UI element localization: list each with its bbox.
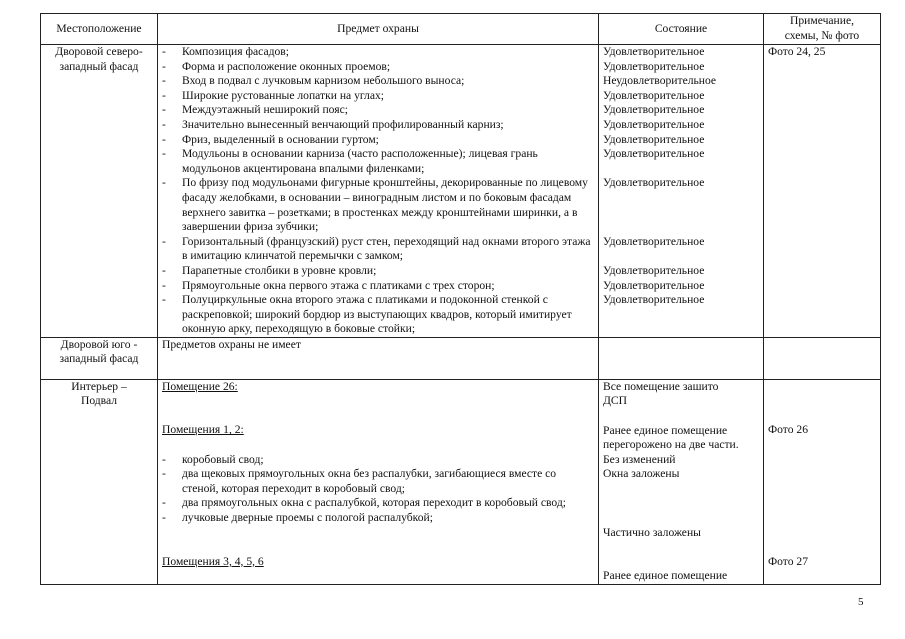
item-text: Горизонтальный (французский) руст стен, переходящий над окнами второго этажа в имитацию клинчатой перемычки с замком; xyxy=(182,234,591,263)
condition-value: Удовлетворительное xyxy=(603,103,705,117)
item-text: По фризу под модульонами фигурные кронштейны, декорированные по лицевому фасаду желобками, в основании – виноградным листом и по боковым фасадам верхнего завитка – розетками; в простенках между кронштейнами ширинки, а в завершении фриза зубчики; xyxy=(182,176,588,234)
condition-value: Удовлетворительное xyxy=(603,147,705,161)
spacer xyxy=(768,380,876,409)
list-item xyxy=(162,235,594,264)
item-text: Прямоугольные окна первого этажа с платиками с трех сторон; xyxy=(182,278,495,292)
bullet-dash: - xyxy=(162,147,166,161)
item-text: Полуциркульные окна второго этажа с платиками и подоконной стенкой с раскреповкой; широкий бордюр из выступающих квадров, который имитирует оконную арку, переходящую в боковые стойки; xyxy=(182,293,572,336)
condition-value: Окна заложены xyxy=(603,467,680,481)
spacer xyxy=(603,409,759,424)
bullet-dash: - xyxy=(162,45,166,58)
list-item xyxy=(162,176,594,234)
condition-value: Ранее единое помещение xyxy=(603,423,728,437)
item-text: Фриз, выделенный в основании гуртом; xyxy=(182,132,379,146)
bullet-dash: - xyxy=(162,278,166,292)
header-note-line2: схемы, № фото xyxy=(784,29,860,42)
spacer xyxy=(603,220,759,235)
item-text: два щековых прямоугольных окна без распалубки, загибающиеся вместе со стеной, которая переходит в коробовый свод; xyxy=(182,467,557,495)
note-cell: Фото 24, 25 xyxy=(764,45,881,338)
table-row xyxy=(41,337,881,379)
note-cell xyxy=(764,379,881,584)
note-cell xyxy=(764,337,881,379)
spacer xyxy=(162,438,594,453)
condition-value: Без изменений xyxy=(603,452,676,466)
condition-value: Удовлетворительное xyxy=(603,278,705,292)
condition-value: Удовлетворительное xyxy=(603,132,705,146)
location-line2: Подвал xyxy=(80,394,118,408)
list-item xyxy=(162,118,594,133)
condition-value: Все помещение зашито xyxy=(603,379,719,393)
list-item xyxy=(162,74,594,89)
condition-value: Неудовлетворительное xyxy=(603,74,717,88)
condition-value: Удовлетворительное xyxy=(603,176,705,190)
condition-value: Удовлетворительное xyxy=(603,263,705,277)
item-text: Значительно вынесенный венчающий профилированный карниз; xyxy=(182,117,504,131)
bullet-dash: - xyxy=(162,511,166,525)
list-item xyxy=(162,133,594,148)
spacer xyxy=(603,206,759,221)
list-item xyxy=(162,147,594,176)
subject-cell: Предметов охраны не имеет xyxy=(158,337,599,379)
condition-value: Удовлетворительное xyxy=(603,59,705,73)
subject-cell xyxy=(158,379,599,584)
spacer xyxy=(162,526,594,555)
room-heading: Помещения 1, 2: xyxy=(162,423,244,437)
bullet-dash: - xyxy=(162,176,166,190)
spacer xyxy=(603,540,759,569)
page-number: 5 xyxy=(858,596,864,608)
condition-value: Удовлетворительное xyxy=(603,293,705,307)
spacer xyxy=(603,249,759,264)
subject-cell xyxy=(158,45,599,338)
item-text: Форма и расположение оконных проемов; xyxy=(182,59,391,73)
spacer xyxy=(768,438,876,555)
bullet-dash: - xyxy=(162,496,166,510)
bullet-dash: - xyxy=(162,293,166,307)
condition-value: Частично заложены xyxy=(603,525,701,539)
location-cell: Дворовой юго - западный фасад xyxy=(41,337,158,379)
condition-value: Удовлетворительное xyxy=(603,234,705,248)
condition-value: ДСП xyxy=(603,394,628,408)
location-cell xyxy=(41,379,158,584)
item-text: Парапетные столбики в уровне кровли; xyxy=(182,263,377,277)
header-note-line1: Примечание, xyxy=(790,14,854,28)
condition-value: перегорожено на две части. xyxy=(603,438,739,452)
list-item xyxy=(162,511,594,526)
spacer xyxy=(162,394,594,423)
header-note xyxy=(764,14,881,45)
list-item xyxy=(162,60,594,75)
condition-cell xyxy=(599,45,764,338)
item-text: коробовый свод; xyxy=(182,452,264,466)
item-text: Широкие рустованные лопатки на углах; xyxy=(182,88,384,102)
item-text: два прямоугольных окна с распалубкой, которая переходит в коробовый свод; xyxy=(182,496,566,510)
list-item xyxy=(162,496,594,511)
condition-cell xyxy=(599,379,764,584)
location-line1: Интерьер – xyxy=(71,379,127,393)
table-header-row xyxy=(41,14,881,45)
condition-value: Удовлетворительное xyxy=(603,45,705,58)
spacer xyxy=(603,497,759,512)
list-item xyxy=(162,45,594,60)
photo-ref: Фото 26 xyxy=(768,423,809,437)
spacer xyxy=(603,482,759,497)
list-item xyxy=(162,264,594,279)
spacer xyxy=(603,162,759,177)
bullet-dash: - xyxy=(162,234,166,248)
bullet-dash: - xyxy=(162,103,166,117)
bullet-dash: - xyxy=(162,467,166,481)
item-text: Композиция фасадов; xyxy=(182,45,289,58)
photo-ref: Фото 27 xyxy=(768,554,809,568)
table-row xyxy=(41,45,881,338)
list-item xyxy=(162,293,594,337)
protection-subject-table xyxy=(40,13,881,585)
bullet-dash: - xyxy=(162,117,166,131)
location-cell: Дворовой северо-западный фасад xyxy=(41,45,158,338)
table-row xyxy=(41,379,881,584)
room-heading: Помещения 3, 4, 5, 6 xyxy=(162,554,264,568)
spacer xyxy=(768,409,876,424)
spacer xyxy=(603,191,759,206)
condition-value: Удовлетворительное xyxy=(603,117,705,131)
item-text: Модульоны в основании карниза (часто расположенные); лицевая грань модульонов акцентирована впалыми филенками; xyxy=(182,147,538,175)
condition-cell xyxy=(599,337,764,379)
condition-value: Удовлетворительное xyxy=(603,88,705,102)
list-item xyxy=(162,467,594,496)
bullet-dash: - xyxy=(162,74,166,88)
list-item xyxy=(162,89,594,104)
list-item xyxy=(162,103,594,118)
header-condition: Состояние xyxy=(599,14,764,45)
item-text: Междуэтажный неширокий пояс; xyxy=(182,103,348,117)
room-heading: Помещение 26: xyxy=(162,379,238,393)
item-text: лучковые дверные проемы с пологой распалубкой; xyxy=(182,511,433,525)
bullet-dash: - xyxy=(162,452,166,466)
list-item xyxy=(162,453,594,468)
list-item xyxy=(162,279,594,294)
header-location: Местоположение xyxy=(41,14,158,45)
bullet-dash: - xyxy=(162,263,166,277)
condition-value: Ранее единое помещение xyxy=(603,569,728,583)
bullet-dash: - xyxy=(162,88,166,102)
bullet-dash: - xyxy=(162,59,166,73)
spacer xyxy=(603,511,759,526)
bullet-dash: - xyxy=(162,132,166,146)
header-subject: Предмет охраны xyxy=(158,14,599,45)
item-text: Вход в подвал с лучковым карнизом небольшого выноса; xyxy=(182,74,465,88)
